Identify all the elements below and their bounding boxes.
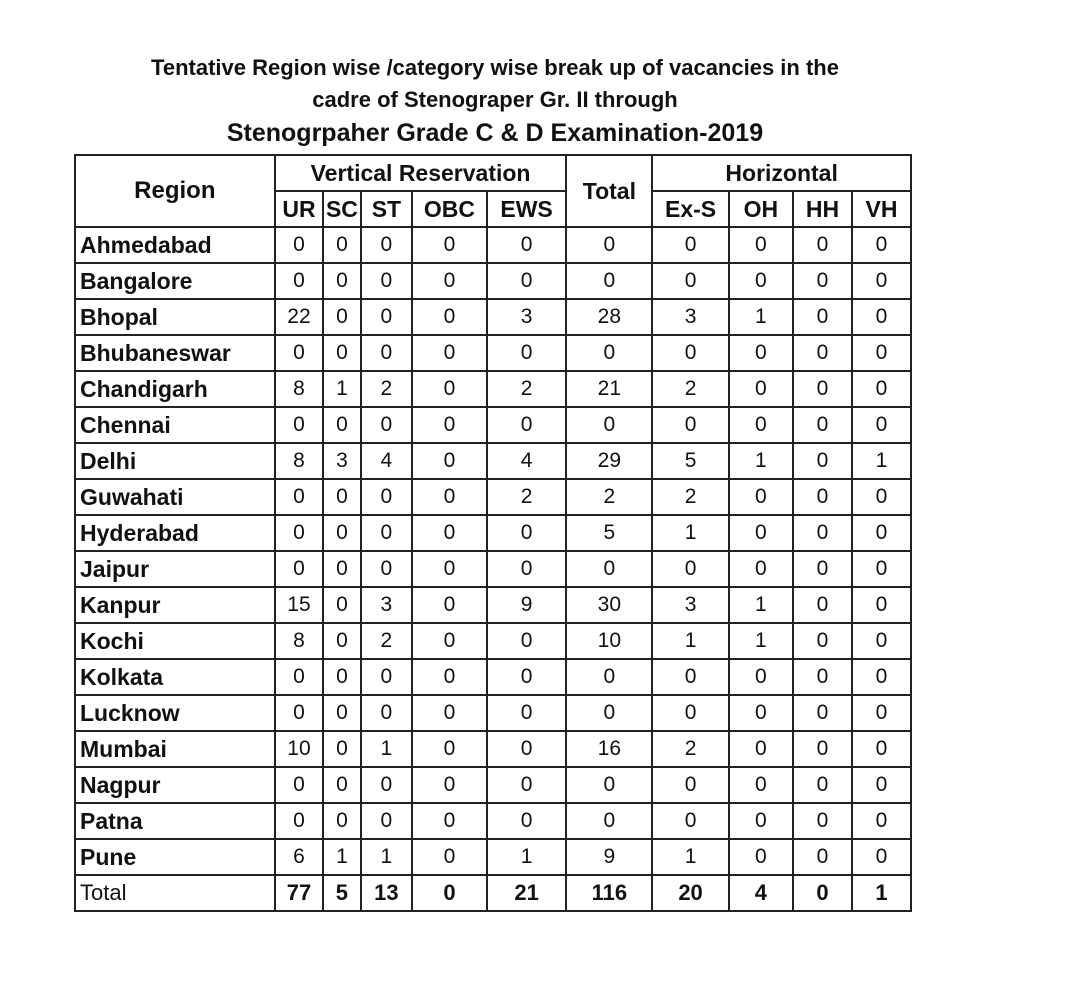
cell-hh: 0 (793, 335, 852, 371)
cell-oh: 0 (729, 371, 793, 407)
region-cell: Chandigarh (75, 371, 275, 407)
cell-ex-s: 0 (652, 659, 729, 695)
region-cell: Jaipur (75, 551, 275, 587)
cell-ur: 0 (275, 479, 324, 515)
cell-ur: 22 (275, 299, 324, 335)
cell-total: 0 (566, 767, 652, 803)
cell-oh: 0 (729, 227, 793, 263)
cell-obc: 0 (412, 443, 486, 479)
cell-ur: 8 (275, 623, 324, 659)
cell-hh: 0 (793, 803, 852, 839)
cell-st: 0 (361, 695, 413, 731)
cell-ews: 0 (487, 623, 567, 659)
cell-obc: 0 (412, 587, 486, 623)
vacancy-table (74, 154, 912, 912)
cell-oh: 1 (729, 299, 793, 335)
cell-hh: 0 (793, 299, 852, 335)
cell-vh: 0 (852, 335, 911, 371)
cell-hh: 0 (793, 263, 852, 299)
cell-sc: 0 (323, 299, 360, 335)
region-cell: Delhi (75, 443, 275, 479)
cell-st: 2 (361, 371, 413, 407)
table-row (75, 299, 911, 335)
region-cell: Ahmedabad (75, 227, 275, 263)
cell-st: 0 (361, 479, 413, 515)
cell-ex-s: 2 (652, 371, 729, 407)
cell-hh: 0 (793, 875, 852, 911)
cell-ews: 2 (487, 371, 567, 407)
cell-st: 0 (361, 515, 413, 551)
cell-obc: 0 (412, 803, 486, 839)
cell-st: 0 (361, 551, 413, 587)
cell-vh: 0 (852, 623, 911, 659)
col-header-obc: OBC (412, 191, 486, 227)
cell-vh: 0 (852, 803, 911, 839)
cell-oh: 1 (729, 623, 793, 659)
cell-sc: 0 (323, 227, 360, 263)
cell-ex-s: 0 (652, 407, 729, 443)
cell-ex-s: 5 (652, 443, 729, 479)
cell-vh: 1 (852, 443, 911, 479)
cell-sc: 1 (323, 371, 360, 407)
cell-hh: 0 (793, 443, 852, 479)
cell-ews: 1 (487, 839, 567, 875)
cell-total: 29 (566, 443, 652, 479)
cell-vh: 1 (852, 875, 911, 911)
cell-total: 5 (566, 515, 652, 551)
title-line-1: Tentative Region wise /category wise break up of vacancies in the (151, 55, 839, 80)
cell-vh: 0 (852, 407, 911, 443)
cell-sc: 0 (323, 407, 360, 443)
cell-vh: 0 (852, 659, 911, 695)
table-row (75, 371, 911, 407)
cell-hh: 0 (793, 623, 852, 659)
table-row (75, 623, 911, 659)
cell-oh: 0 (729, 335, 793, 371)
cell-oh: 0 (729, 551, 793, 587)
cell-ur: 0 (275, 263, 324, 299)
cell-ex-s: 3 (652, 587, 729, 623)
region-cell: Kochi (75, 623, 275, 659)
cell-oh: 0 (729, 839, 793, 875)
cell-ex-s: 2 (652, 479, 729, 515)
table-body (75, 227, 911, 911)
cell-ur: 10 (275, 731, 324, 767)
region-cell: Pune (75, 839, 275, 875)
col-header-oh: OH (729, 191, 793, 227)
cell-st: 0 (361, 299, 413, 335)
cell-sc: 0 (323, 335, 360, 371)
region-cell: Nagpur (75, 767, 275, 803)
total-header: Total (566, 155, 652, 227)
table-row (75, 263, 911, 299)
cell-hh: 0 (793, 695, 852, 731)
cell-ex-s: 0 (652, 335, 729, 371)
region-header: Region (75, 155, 275, 227)
cell-obc: 0 (412, 263, 486, 299)
cell-obc: 0 (412, 551, 486, 587)
cell-ex-s: 0 (652, 803, 729, 839)
cell-st: 0 (361, 407, 413, 443)
table-row (75, 335, 911, 371)
cell-vh: 0 (852, 587, 911, 623)
cell-hh: 0 (793, 839, 852, 875)
cell-total: 21 (566, 371, 652, 407)
region-cell: Patna (75, 803, 275, 839)
cell-obc: 0 (412, 515, 486, 551)
cell-obc: 0 (412, 839, 486, 875)
cell-ex-s: 2 (652, 731, 729, 767)
cell-total: 0 (566, 659, 652, 695)
cell-st: 13 (361, 875, 413, 911)
cell-hh: 0 (793, 371, 852, 407)
table-row (75, 659, 911, 695)
cell-ur: 0 (275, 767, 324, 803)
cell-ur: 8 (275, 371, 324, 407)
col-header-sc: SC (323, 191, 360, 227)
cell-obc: 0 (412, 371, 486, 407)
cell-st: 1 (361, 839, 413, 875)
cell-ur: 8 (275, 443, 324, 479)
cell-sc: 0 (323, 515, 360, 551)
cell-vh: 0 (852, 839, 911, 875)
cell-obc: 0 (412, 875, 486, 911)
cell-ur: 0 (275, 695, 324, 731)
cell-obc: 0 (412, 479, 486, 515)
cell-st: 4 (361, 443, 413, 479)
cell-sc: 0 (323, 551, 360, 587)
cell-oh: 0 (729, 659, 793, 695)
cell-ex-s: 0 (652, 227, 729, 263)
cell-st: 0 (361, 227, 413, 263)
cell-obc: 0 (412, 299, 486, 335)
cell-total: 9 (566, 839, 652, 875)
cell-ur: 77 (275, 875, 324, 911)
cell-obc: 0 (412, 227, 486, 263)
cell-hh: 0 (793, 407, 852, 443)
cell-ur: 6 (275, 839, 324, 875)
cell-oh: 0 (729, 515, 793, 551)
cell-sc: 0 (323, 587, 360, 623)
cell-oh: 0 (729, 263, 793, 299)
table-row (75, 731, 911, 767)
cell-oh: 0 (729, 695, 793, 731)
cell-total: 116 (566, 875, 652, 911)
region-cell: Mumbai (75, 731, 275, 767)
cell-st: 2 (361, 623, 413, 659)
cell-obc: 0 (412, 767, 486, 803)
cell-hh: 0 (793, 515, 852, 551)
cell-ews: 3 (487, 299, 567, 335)
region-cell: Bangalore (75, 263, 275, 299)
col-header-ex-s: Ex-S (652, 191, 729, 227)
cell-ews: 0 (487, 227, 567, 263)
cell-total: 0 (566, 263, 652, 299)
col-header-ur: UR (275, 191, 324, 227)
cell-ex-s: 1 (652, 839, 729, 875)
table-row (75, 407, 911, 443)
cell-ex-s: 1 (652, 515, 729, 551)
cell-vh: 0 (852, 551, 911, 587)
cell-sc: 0 (323, 659, 360, 695)
cell-vh: 0 (852, 479, 911, 515)
cell-vh: 0 (852, 263, 911, 299)
cell-ex-s: 3 (652, 299, 729, 335)
cell-sc: 0 (323, 767, 360, 803)
cell-ews: 0 (487, 335, 567, 371)
cell-oh: 0 (729, 767, 793, 803)
table-row (75, 227, 911, 263)
cell-sc: 0 (323, 623, 360, 659)
cell-sc: 0 (323, 695, 360, 731)
cell-ews: 0 (487, 731, 567, 767)
cell-total: 0 (566, 335, 652, 371)
cell-ex-s: 1 (652, 623, 729, 659)
cell-st: 0 (361, 335, 413, 371)
cell-sc: 0 (323, 803, 360, 839)
cell-ur: 0 (275, 227, 324, 263)
table-row (75, 767, 911, 803)
cell-total: 16 (566, 731, 652, 767)
cell-total: 30 (566, 587, 652, 623)
cell-ews: 0 (487, 695, 567, 731)
table-row (75, 551, 911, 587)
region-cell: Guwahati (75, 479, 275, 515)
cell-vh: 0 (852, 227, 911, 263)
cell-ews: 0 (487, 263, 567, 299)
cell-ur: 0 (275, 551, 324, 587)
cell-oh: 0 (729, 407, 793, 443)
cell-ur: 0 (275, 515, 324, 551)
region-cell: Kanpur (75, 587, 275, 623)
cell-ews: 0 (487, 407, 567, 443)
cell-hh: 0 (793, 479, 852, 515)
table-row (75, 839, 911, 875)
title-line-3: Stenogrpaher Grade C & D Examination-2019 (226, 119, 764, 147)
cell-ews: 0 (487, 551, 567, 587)
document-title (80, 52, 910, 150)
region-cell: Kolkata (75, 659, 275, 695)
region-cell: Lucknow (75, 695, 275, 731)
cell-st: 0 (361, 659, 413, 695)
cell-total: 0 (566, 407, 652, 443)
cell-hh: 0 (793, 659, 852, 695)
cell-ews: 0 (487, 659, 567, 695)
cell-ur: 0 (275, 407, 324, 443)
cell-sc: 5 (323, 875, 360, 911)
table-row (75, 803, 911, 839)
cell-ur: 15 (275, 587, 324, 623)
cell-vh: 0 (852, 731, 911, 767)
cell-obc: 0 (412, 623, 486, 659)
region-cell: Bhopal (75, 299, 275, 335)
cell-hh: 0 (793, 587, 852, 623)
cell-total: 28 (566, 299, 652, 335)
cell-obc: 0 (412, 407, 486, 443)
region-cell: Hyderabad (75, 515, 275, 551)
vertical-reservation-header: Vertical Reservation (275, 155, 567, 191)
cell-vh: 0 (852, 371, 911, 407)
cell-ews: 4 (487, 443, 567, 479)
cell-total: 2 (566, 479, 652, 515)
cell-ex-s: 0 (652, 767, 729, 803)
cell-oh: 0 (729, 731, 793, 767)
table-row (75, 515, 911, 551)
cell-hh: 0 (793, 551, 852, 587)
cell-sc: 0 (323, 263, 360, 299)
col-header-st: ST (361, 191, 413, 227)
col-header-vh: VH (852, 191, 911, 227)
cell-obc: 0 (412, 731, 486, 767)
cell-ex-s: 0 (652, 695, 729, 731)
header-row-1 (75, 155, 911, 191)
title-line-2: cadre of Stenograper Gr. II through (312, 87, 678, 112)
cell-ews: 0 (487, 515, 567, 551)
cell-obc: 0 (412, 659, 486, 695)
cell-hh: 0 (793, 227, 852, 263)
cell-st: 0 (361, 263, 413, 299)
cell-ews: 0 (487, 767, 567, 803)
cell-sc: 3 (323, 443, 360, 479)
cell-total: 0 (566, 227, 652, 263)
cell-oh: 0 (729, 479, 793, 515)
col-header-hh: HH (793, 191, 852, 227)
cell-vh: 0 (852, 695, 911, 731)
cell-vh: 0 (852, 299, 911, 335)
cell-oh: 1 (729, 443, 793, 479)
table-row (75, 479, 911, 515)
total-row (75, 875, 911, 911)
cell-vh: 0 (852, 767, 911, 803)
cell-st: 0 (361, 767, 413, 803)
cell-ur: 0 (275, 803, 324, 839)
cell-ex-s: 0 (652, 551, 729, 587)
cell-ews: 2 (487, 479, 567, 515)
cell-sc: 0 (323, 479, 360, 515)
cell-ews: 9 (487, 587, 567, 623)
cell-total: 0 (566, 695, 652, 731)
cell-total: 0 (566, 551, 652, 587)
cell-obc: 0 (412, 695, 486, 731)
cell-ews: 21 (487, 875, 567, 911)
cell-hh: 0 (793, 767, 852, 803)
cell-hh: 0 (793, 731, 852, 767)
table-row (75, 443, 911, 479)
cell-oh: 0 (729, 803, 793, 839)
region-cell: Chennai (75, 407, 275, 443)
cell-st: 1 (361, 731, 413, 767)
col-header-ews: EWS (487, 191, 567, 227)
cell-ur: 0 (275, 335, 324, 371)
cell-st: 3 (361, 587, 413, 623)
region-cell: Bhubaneswar (75, 335, 275, 371)
cell-st: 0 (361, 803, 413, 839)
cell-vh: 0 (852, 515, 911, 551)
region-cell: Total (75, 875, 275, 911)
cell-total: 10 (566, 623, 652, 659)
horizontal-header: Horizontal (652, 155, 911, 191)
cell-ur: 0 (275, 659, 324, 695)
cell-sc: 1 (323, 839, 360, 875)
cell-oh: 4 (729, 875, 793, 911)
table-row (75, 587, 911, 623)
table-row (75, 695, 911, 731)
cell-sc: 0 (323, 731, 360, 767)
cell-oh: 1 (729, 587, 793, 623)
cell-ex-s: 20 (652, 875, 729, 911)
cell-total: 0 (566, 803, 652, 839)
cell-obc: 0 (412, 335, 486, 371)
cell-ews: 0 (487, 803, 567, 839)
cell-ex-s: 0 (652, 263, 729, 299)
